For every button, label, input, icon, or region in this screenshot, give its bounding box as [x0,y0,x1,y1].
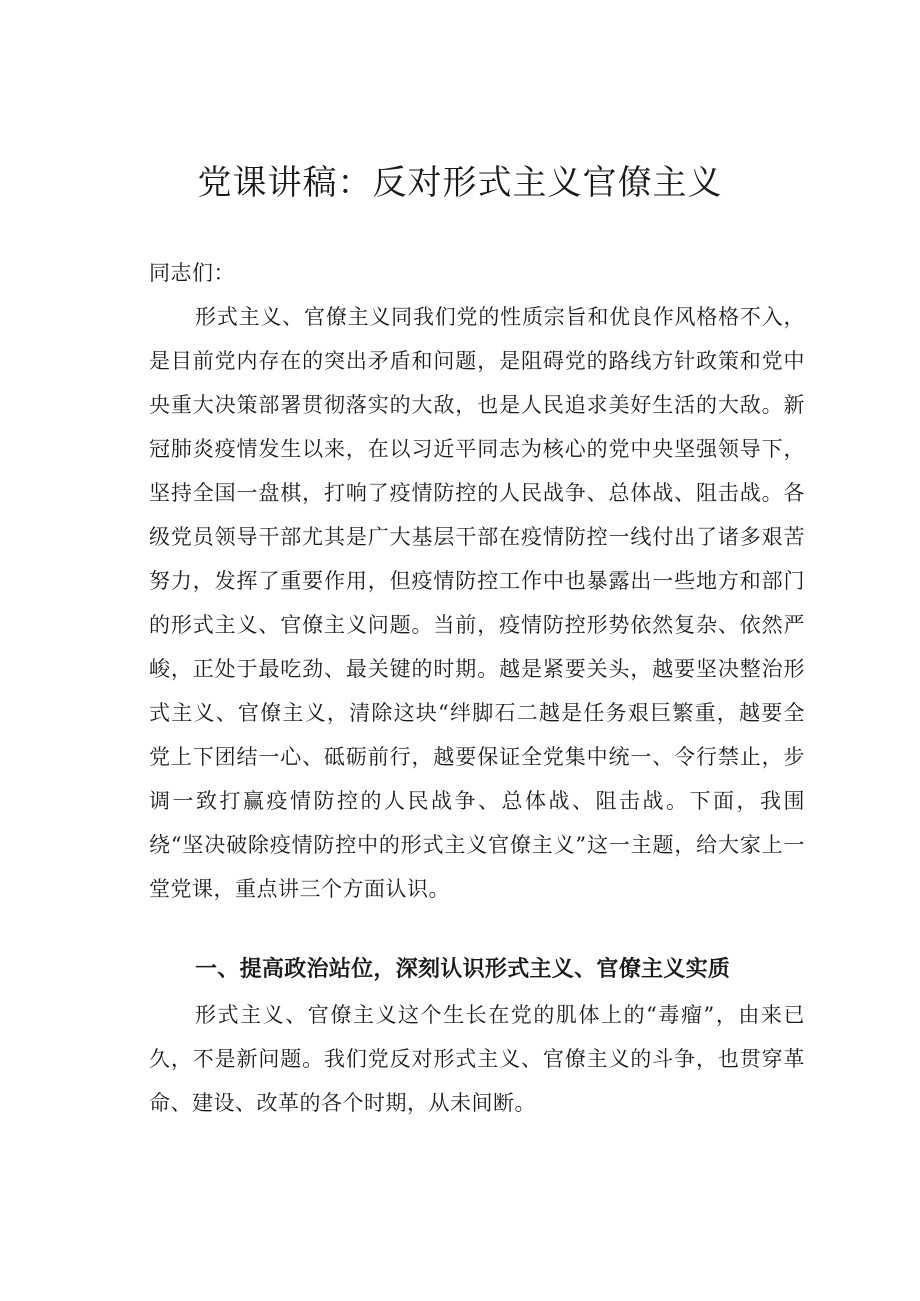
section-heading-1: 一、提高政治站位，深刻认识形式主义、官僚主义实质 [195,957,731,982]
body-paragraph-1: 形式主义、官僚主义同我们党的性质宗旨和优良作风格格不入，是目前党内存在的突出矛盾和问题，是阻碍党的路线方针政策和党中央重大决策部署贯彻落实的大敌，也是人民追求美好生活的大敌。新冠肺炎疫情发生以来，在以习近平同志为核心的党中央坚强领导下，坚持全国一盘棋，打响了疫情防控的人民战争、总体战、阻击战。各级党员领导干部尤其是广大基层干部在疫情防控一线付出了诸多艰苦努力，发挥了重要作用，但疫情防控工作中也暴露出一些地方和部门的形式主义、官僚主义问题。当前，疫情防控形势依然复杂、依然严峻，正处于最吃劲、最关键的时期。越是紧要关头，越要坚决整治形式主义、官僚主义，清除这块“绊脚石二越是任务艰巨繁重，越要全党上下团结一心、砥砺前行，越要保证全党集中统一、令行禁止，步调一致打赢疫情防控的人民战争、总体战、阻击战。下面，我围绕“坚决破除疫情防控中的形式主义官僚主义”这一主题，给大家上一堂党课，重点讲三个方面认识。 [149,305,805,901]
salutation: 同志们： [149,261,235,285]
body-paragraph-2: 形式主义、官僚主义这个生长在党的肌体上的“毒瘤”，由来已久，不是新问题。我们党反对形式主义、官僚主义的斗争，也贯穿革命、建设、改革的各个时期，从未间断。 [149,1003,805,1115]
document-title: 党课讲稿：反对形式主义官僚主义 [197,163,723,203]
